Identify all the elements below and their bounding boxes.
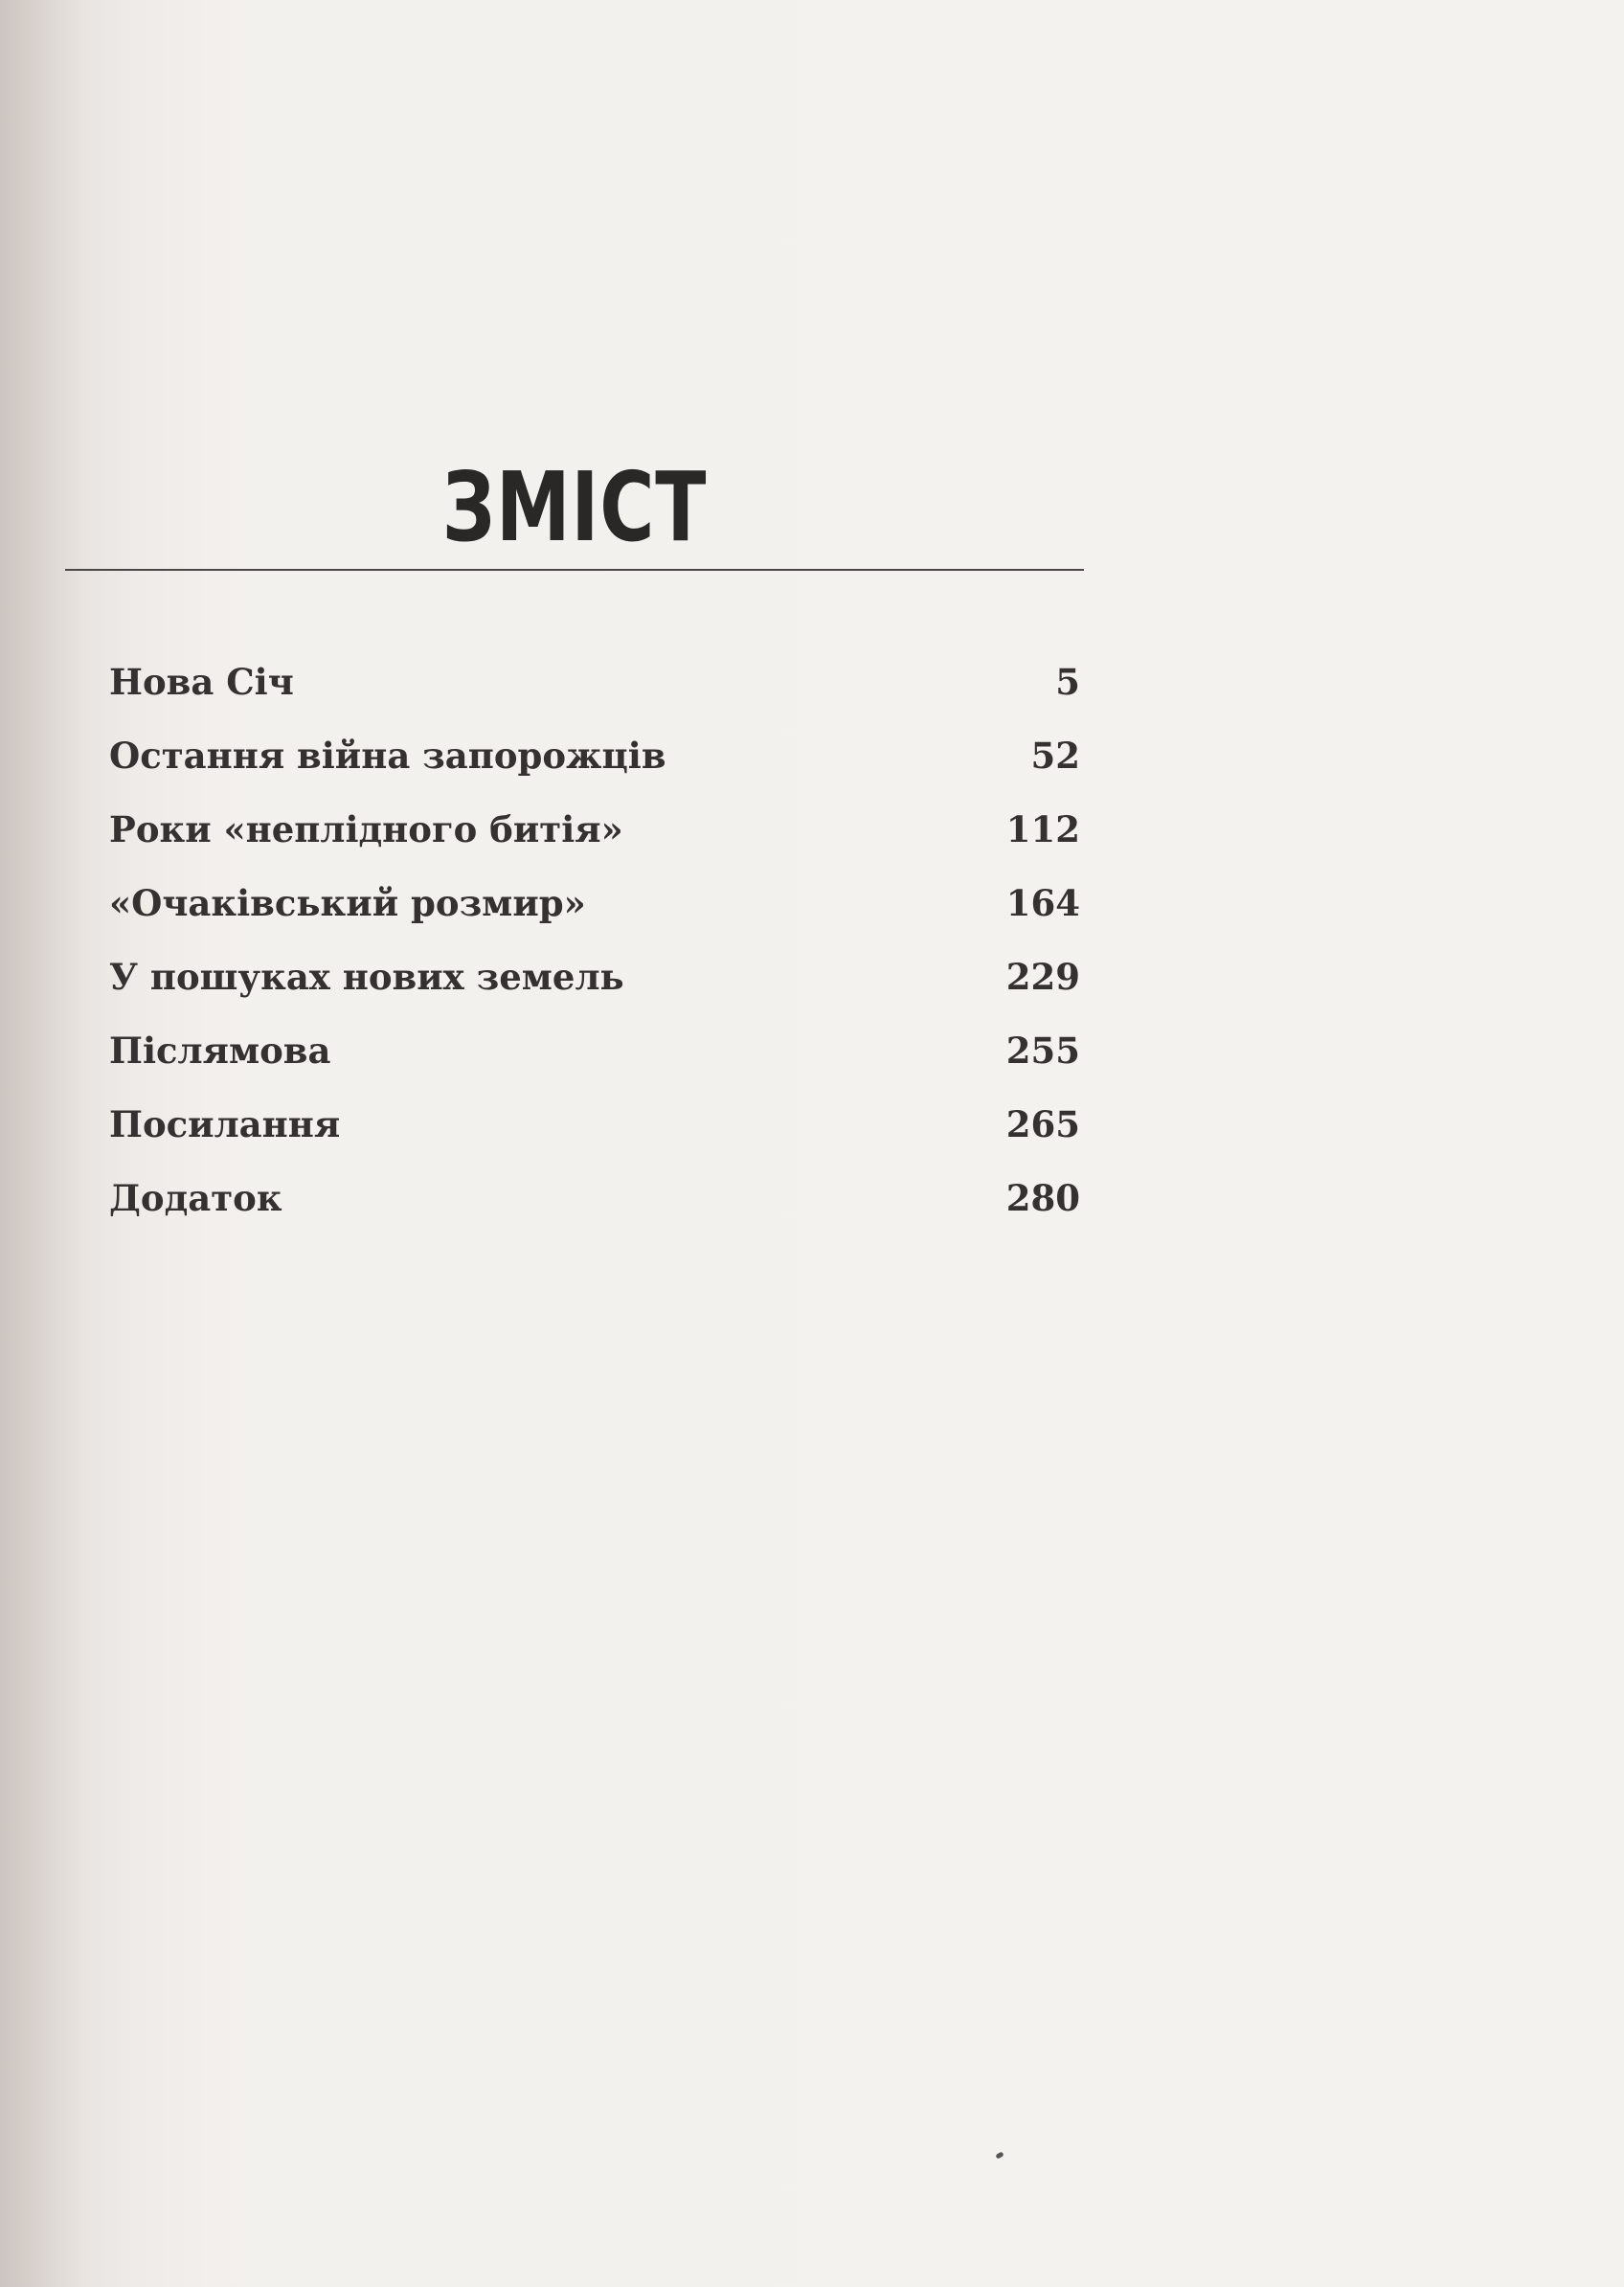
toc-entry-page: 164 [1005,882,1080,924]
toc-entry-page: 5 [1055,661,1080,703]
toc-entry-title: У пошуках нових земель [109,956,624,998]
toc-entry-title: Посилання [109,1103,341,1145]
page-title: ЗМІСТ [441,451,708,563]
toc-entry [109,1103,1080,1177]
toc-entry [109,956,1080,1030]
toc-entry [109,1177,1080,1251]
toc-entry-title: Остання війна запорожців [109,735,666,777]
toc-entry-title: «Очаківський розмир» [109,882,586,924]
toc-entry [109,1030,1080,1103]
toc-entry [109,808,1080,882]
toc-entry-page: 52 [1030,735,1080,777]
table-of-contents [109,661,1080,1251]
toc-entry-page: 112 [1005,808,1080,850]
toc-entry [109,661,1080,735]
toc-entry-title: Нова Січ [109,661,294,703]
paper-speck [995,2151,1004,2159]
toc-entry-page: 255 [1005,1030,1080,1072]
toc-entry-title: Роки «неплідного битія» [109,808,623,850]
toc-entry [109,882,1080,956]
title-divider [65,569,1084,571]
toc-entry-title: Додаток [109,1177,282,1219]
toc-entry-page: 265 [1005,1103,1080,1145]
toc-entry-page: 229 [1005,956,1080,998]
toc-entry-title: Післямова [109,1030,331,1072]
page-gutter-shadow [0,0,86,2287]
toc-entry [109,735,1080,808]
toc-entry-page: 280 [1005,1177,1080,1219]
